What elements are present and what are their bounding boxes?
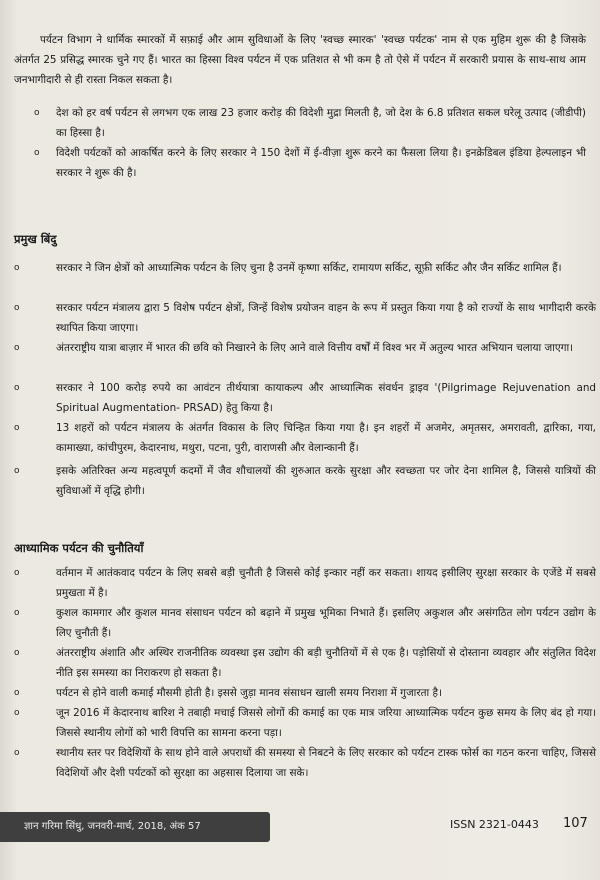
list-item: वर्तमान में आतंकवाद पर्यटन के लिए सबसे बड़ी चुनौती है जिससे कोई इन्कार नहीं कर सकता। शायद इसीलिए सुरक्षा सरकार के एजेंडे में सबसे प्रमुखता में है। [56, 567, 596, 599]
list-item: सरकार ने जिन क्षेत्रों को आध्यात्मिक पर्यटन के लिए चुना है उनमें कृष्णा सर्किट, रामायण सर्किट, सूफ़ी सर्किट और जैन सर्किट शामिल हैं। [56, 262, 562, 274]
issn-number: ISSN 2321-0443 [450, 818, 539, 831]
list-item: सरकार पर्यटन मंत्रालय द्वारा 5 विशेष पर्यटन क्षेत्रों, जिन्हें विशेष प्रयोजन वाहन के रूप में प्रस्तुत किया गया है को राज्यों के साथ भागीदारी करके स्थापित किया जाएगा। [56, 302, 596, 334]
bullet-marker: o [34, 148, 40, 158]
bullet-marker: o [14, 648, 20, 658]
bullet-marker: o [14, 608, 20, 618]
bullet-marker: o [14, 383, 20, 393]
bullet-marker: o [14, 708, 20, 718]
bullet-marker: o [14, 263, 20, 273]
bullet-marker: o [14, 423, 20, 433]
section-heading-challenges: आध्यामिक पर्यटन की चुनौतियाँ [14, 541, 144, 555]
list-item: पर्यटन से होने वाली कमाई मौसमी होती है। इससे जुड़ा मानव संसाधन खाली समय निराशा में गुजारता है। [56, 687, 442, 699]
list-item: विदेशी पर्यटकों को आकर्षित करने के लिए सरकार ने 150 देशों में ई-वीज़ा शुरू करने का फैसला लिया है। इनक्रेडिबल इंडिया हेल्पलाइन भी सरकार ने शुरू की है। [56, 147, 586, 179]
list-item: 13 शहरों को पर्यटन मंत्रालय के अंतर्गत विकास के लिए चिन्हित किया गया है। इन शहरों में अजमेर, अमृतसर, अमरावती, द्वारिका, गया, कामाख्या, कांचीपुरम, केदारनाथ, मथुरा, पटना, पुरी, वाराणसी और वेलान्कानी हैं। [56, 422, 596, 454]
bullet-marker: o [14, 748, 20, 758]
list-item: सरकार ने 100 करोड़ रुपये का आवंटन तीर्थयात्रा कायाकल्प और आध्यात्मिक संवर्धन ड्राइव '(Pilgrimage Rejuvenation and Spiritual Augmentation- PRSAD) हेतु किया है। [56, 382, 596, 414]
section-heading-key-points: प्रमुख बिंदु [14, 232, 57, 246]
bullet-marker: o [14, 303, 20, 313]
bullet-marker: o [34, 108, 40, 118]
list-item: इसके अतिरिक्त अन्य महत्वपूर्ण कदमों में जैव शौचालयों की शुरुआत करके सुरक्षा और स्वच्छता पर जोर देना शामिल है, जिससे यात्रियों की सुविधाओं में वृद्धि होगी। [56, 465, 596, 497]
list-item: अंतरराष्ट्रीय अंशाति और अस्थिर राजनीतिक व्यवस्था इस उद्योग की बड़ी चुनौतियों में से एक है। पड़ोसियों से दोस्ताना व्यवहार और संतुलित विदेश नीति इस समस्या का निराकरण हो सकता है। [56, 647, 596, 679]
bullet-marker: o [14, 568, 20, 578]
bullet-marker: o [14, 688, 20, 698]
intro-paragraph: पर्यटन विभाग ने धार्मिक स्मारकों में सफ़ाई और आम सुविधाओं के लिए 'स्वच्छ स्मारक' 'स्वच्छ पर्यटक' नाम से एक मुहिम शुरू की है जिसके अंतर्गत 25 प्रसिद्ध स्मारक चुने गए हैं। भारत का हिस्सा विश्व पर्यटन में एक प्रतिशत से भी कम है तो ऐसे में पर्यटन में सरकारी प्रयास के साथ-साथ आम जनभागीदारी से ही रास्ता निकल सकता है। [14, 34, 586, 86]
bullet-marker: o [14, 343, 20, 353]
journal-citation: ज्ञान गरिमा सिंधु, जनवरी-मार्च, 2018, अंक 57 [24, 821, 201, 832]
list-item: जून 2016 में केदारनाथ बारिश ने तबाही मचाई जिससे लोगों की कमाई का एक मात्र जरिया आध्यात्मिक पर्यटन कुछ समय के लिए बंद हो गया। जिससे स्थानीय लोगों को भारी विपत्ति का सामना करना पड़ा। [56, 707, 596, 739]
list-item: देश को हर वर्ष पर्यटन से लगभग एक लाख 23 हजार करोड़ की विदेशी मुद्रा मिलती है, जो देश के 6.8 प्रतिशत सकल घरेलू उत्पाद (जीडीपी) का हिस्सा है। [56, 107, 586, 139]
list-item: अंतरराष्ट्रीय यात्रा बाज़ार में भारत की छवि को निखारने के लिए आने वाले वित्तीय वर्षों में विश्व भर में अतुल्य भारत अभियान चलाया जाएगा। [56, 342, 574, 354]
list-item: स्थानीय स्तर पर विदेशियों के साथ होने वाले अपराधों की समस्या से निबटने के लिए सरकार को पर्यटन टास्क फोर्स का गठन करना चाहिए, जिससे विदेशियों और देशी पर्यटकों को सुरक्षा का अहसास दिलाया जा सके। [56, 747, 596, 779]
list-item: कुशल कामगार और कुशल मानव संसाधन पर्यटन को बढ़ाने में प्रमुख भूमिका निभाते हैं। इसलिए अकुशल और असंगठित लोग पर्यटन उद्योग के लिए चुनौती हैं। [56, 607, 596, 639]
bullet-marker: o [14, 466, 20, 476]
page-number: 107 [563, 816, 588, 831]
